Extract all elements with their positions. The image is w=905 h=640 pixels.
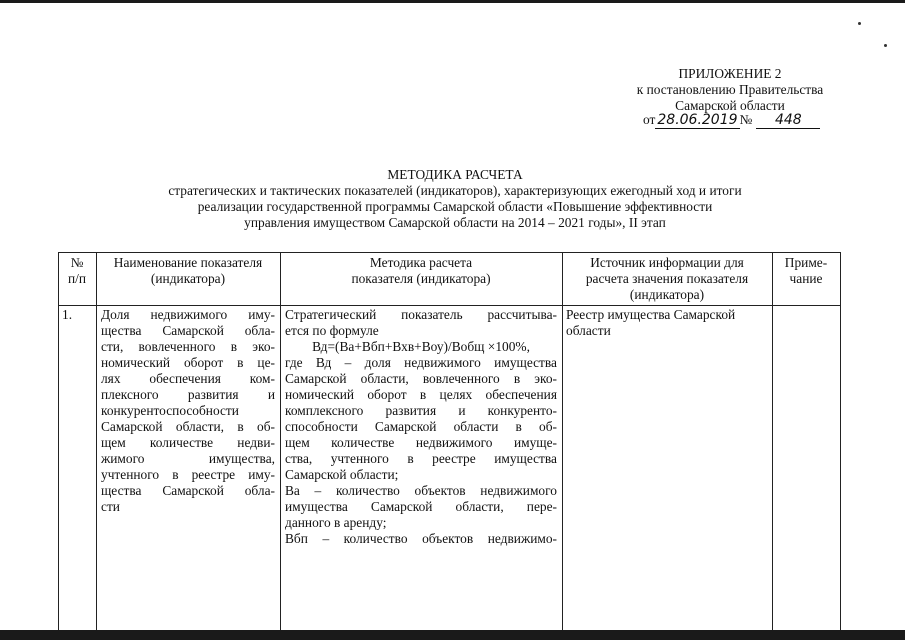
heading-line: стратегических и тактических показателей (индикаторов), характеризующих ежегодный ход и итоги bbox=[168, 183, 742, 198]
appendix-decree: к постановлению Правительства bbox=[636, 82, 824, 97]
number-prefix: № bbox=[739, 112, 753, 127]
table-border bbox=[280, 252, 281, 630]
appendix-title: ПРИЛОЖЕНИЕ 2 bbox=[678, 66, 782, 81]
handwritten-number: 448 bbox=[756, 113, 820, 129]
information-source: Реестр имущества Самарской области bbox=[566, 307, 736, 338]
table-border bbox=[772, 252, 773, 630]
calculation-formula: Вд=(Ва+Вбп+Вхв+Воу)/Вобщ ×100%, bbox=[312, 339, 530, 354]
appendix-region: Самарской области bbox=[675, 98, 785, 113]
table-border bbox=[96, 252, 97, 630]
date-prefix: от bbox=[643, 112, 656, 127]
header-method: Методика расчета показателя (индикатора) bbox=[351, 255, 491, 286]
table-border bbox=[840, 252, 841, 630]
header-note: Приме- чание bbox=[784, 255, 828, 286]
scan-edge-bottom bbox=[0, 630, 905, 640]
scan-speck bbox=[884, 44, 887, 47]
table-border bbox=[58, 252, 59, 630]
table-border bbox=[58, 305, 841, 306]
header-source: Источник информации для расчета значения показателя (индикатора) bbox=[585, 255, 749, 302]
header-number: № п/п bbox=[67, 255, 87, 286]
decree-date-number bbox=[643, 112, 820, 129]
calculation-method: Стратегический показатель рассчитыва- ется по формуле Вд=(Ва+Вбп+Вхв+Воу)/Вобщ ×100%, где Вд – доля недвижимого имущества Самарской области, вовлеченного в эко- номический оборот в целях обеспечения комплексного развития и конкуренто- способности Самарской области в об- щем количестве недвижимого имуще- ства, учтенного в реестре имущества Самарской области; Ва – количество объектов недвижимого имущества Самарской области, пере- данного в аренду; Вбп – количество объектов недвижимо- bbox=[285, 307, 557, 546]
row-number: 1. bbox=[62, 307, 73, 322]
scan-edge-top bbox=[0, 0, 905, 3]
header-indicator-name: Наименование показателя (индикатора) bbox=[113, 255, 263, 286]
appendix-block bbox=[600, 66, 860, 114]
heading-line: управления имуществом Самарской области на 2014 – 2021 годы», II этап bbox=[244, 215, 666, 230]
document-heading bbox=[120, 167, 790, 231]
heading-title: МЕТОДИКА РАСЧЕТА bbox=[387, 167, 523, 182]
handwritten-date: 28.06.2019 bbox=[657, 112, 738, 128]
table-border bbox=[58, 252, 841, 253]
table-border bbox=[562, 252, 563, 630]
scan-speck bbox=[858, 22, 861, 25]
indicator-name: Доля недвижимого иму- щества Самарской обла- сти, вовлеченного в эко- номический оборот в це- лях обеспечения ком- плексного развития и конкурентоспособности Самарской области, в об- щем количестве недви- жимого имущества, учтенного в реестре иму- щества Самарской обла- сти bbox=[101, 307, 275, 514]
heading-line: реализации государственной программы Самарской области «Повышение эффективности bbox=[197, 199, 713, 214]
